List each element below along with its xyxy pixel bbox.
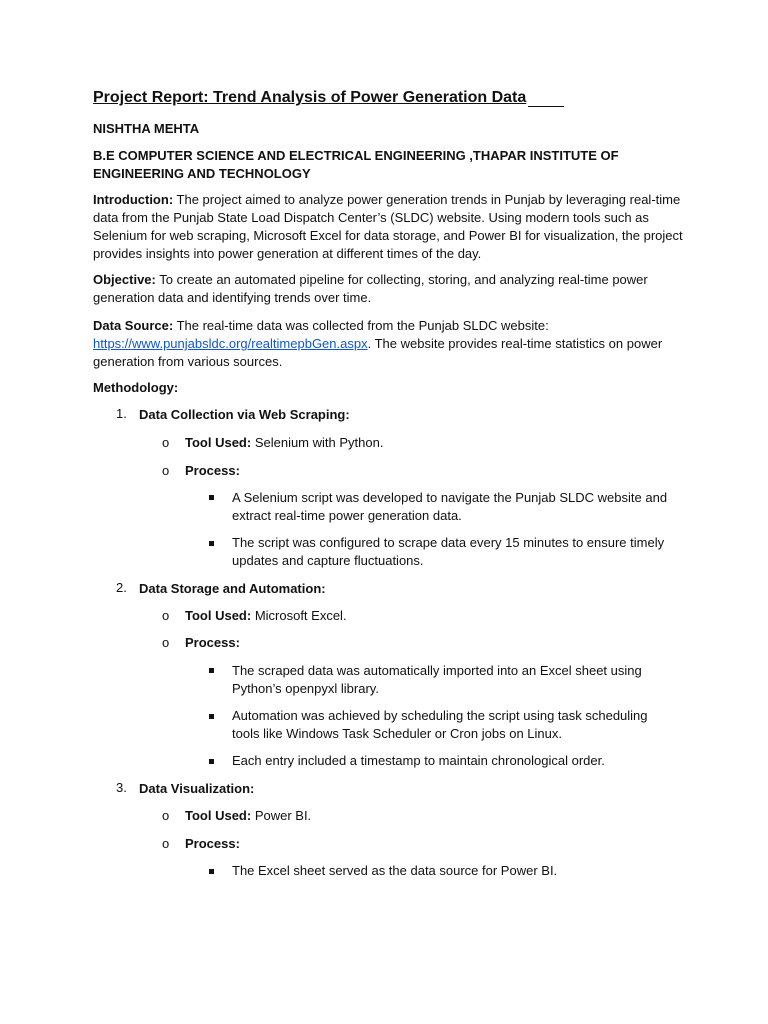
author-name: NISHTHA MEHTA (93, 121, 200, 136)
introduction-paragraph (93, 191, 683, 263)
data-source-paragraph (93, 317, 683, 371)
circle-bullet: o (162, 808, 170, 823)
process-label: Process: (185, 836, 240, 851)
process-point: Automation was achieved by scheduling the script using task scheduling tools like Windows Task Scheduler or Cron jobs on Linux. (232, 708, 648, 741)
circle-bullet: o (162, 836, 170, 851)
data-source-label: Data Source: (93, 318, 174, 333)
tool-used-line (185, 607, 347, 625)
affiliation: B.E COMPUTER SCIENCE AND ELECTRICAL ENGINEERING ,THAPAR INSTITUTE OF ENGINEERING AND TECHNOLOGY (93, 148, 619, 181)
tool-used-line (185, 434, 383, 452)
report-title-text: Project Report: Trend Analysis of Power Generation Data (93, 89, 527, 106)
process-point: The scraped data was automatically imported into an Excel sheet using Python’s openpyxl library. (232, 663, 642, 696)
circle-bullet: o (162, 463, 170, 478)
tool-used-line (185, 807, 311, 825)
square-bullet (209, 759, 214, 764)
process-label: Process: (185, 463, 240, 478)
introduction-text: The project aimed to analyze power generation trends in Punjab by leveraging real-time data from the Punjab State Load Dispatch Center’s (SLDC) website. Using modern tools such as Selenium for web scraping, Microsoft Excel for data storage, and Power BI for visualization, the project provides insights into power generation at different times of the day. (93, 192, 683, 261)
section-title: Data Storage and Automation: (139, 581, 326, 596)
section-title: Data Collection via Web Scraping: (139, 407, 350, 422)
process-point: The script was configured to scrape data every 15 minutes to ensure timely updates and capture fluctuations. (232, 535, 665, 568)
circle-bullet: o (162, 608, 170, 623)
process-point: A Selenium script was developed to navigate the Punjab SLDC website and extract real-time power generation data. (232, 490, 668, 523)
section-number: 1. (116, 406, 127, 421)
objective-text: To create an automated pipeline for collecting, storing, and analyzing real-time power generation data and identifying trends over time. (93, 272, 648, 305)
report-title (93, 89, 564, 107)
circle-bullet: o (162, 635, 170, 650)
tool-used-label: Tool Used: (185, 808, 252, 823)
data-source-text: The real-time data was collected from the Punjab SLDC website: (173, 318, 549, 333)
section-number: 2. (116, 580, 127, 595)
data-source-text-continued: . The website provides real-time statistics on power generation from various sources. (93, 336, 663, 369)
square-bullet (209, 869, 214, 874)
process-point: The Excel sheet served as the data source for Power BI. (232, 863, 558, 878)
objective-label: Objective: (93, 272, 156, 287)
square-bullet (209, 495, 214, 500)
process-point: Each entry included a timestamp to maintain chronological order. (232, 753, 605, 768)
tool-used-label: Tool Used: (185, 435, 252, 450)
process-label: Process: (185, 635, 240, 650)
circle-bullet: o (162, 435, 170, 450)
objective-paragraph (93, 271, 683, 307)
section-title: Data Visualization: (139, 781, 255, 796)
section-number: 3. (116, 780, 127, 795)
square-bullet (209, 714, 214, 719)
methodology-heading: Methodology: (93, 380, 179, 395)
title-underline-tail (528, 92, 564, 107)
square-bullet (209, 668, 214, 673)
square-bullet (209, 541, 214, 546)
tool-used-value: Microsoft Excel. (251, 608, 347, 623)
tool-used-value: Power BI. (251, 808, 312, 823)
tool-used-value: Selenium with Python. (251, 435, 384, 450)
introduction-label: Introduction: (93, 192, 174, 207)
sldc-website-link[interactable]: https://www.punjabsldc.org/realtimepbGen.aspx (93, 336, 368, 351)
tool-used-label: Tool Used: (185, 608, 252, 623)
